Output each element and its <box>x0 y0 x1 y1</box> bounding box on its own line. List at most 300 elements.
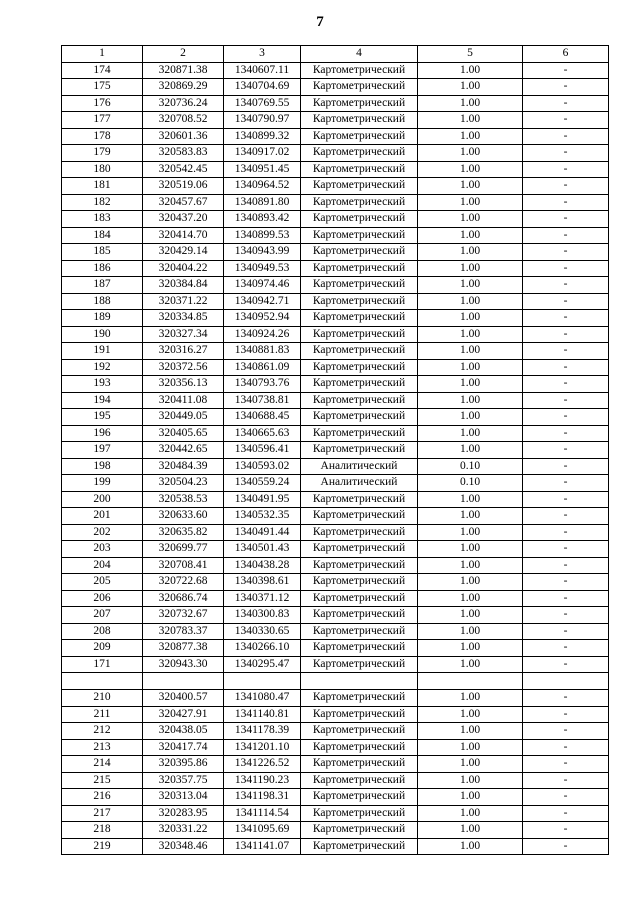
x-coordinate-cell: 320783.37 <box>143 623 224 640</box>
point-number-cell: 214 <box>62 756 143 773</box>
x-coordinate-cell: 320732.67 <box>143 607 224 624</box>
method-cell: Картометрический <box>301 838 418 855</box>
y-coordinate-cell: 1340398.61 <box>224 574 301 591</box>
method-cell: Картометрический <box>301 491 418 508</box>
point-number-cell: 196 <box>62 425 143 442</box>
x-coordinate-cell: 320871.38 <box>143 62 224 79</box>
column-header: 4 <box>301 46 418 63</box>
point-number-cell: 181 <box>62 178 143 195</box>
method-cell: Картометрический <box>301 95 418 112</box>
accuracy-cell: 1.00 <box>418 211 523 228</box>
point-number-cell: 218 <box>62 822 143 839</box>
point-number-cell: 187 <box>62 277 143 294</box>
point-number-cell: 191 <box>62 343 143 360</box>
note-cell: - <box>523 128 609 145</box>
y-coordinate-cell: 1340491.44 <box>224 524 301 541</box>
method-cell: Аналитический <box>301 458 418 475</box>
point-number-cell: 189 <box>62 310 143 327</box>
empty-cell <box>301 673 418 690</box>
accuracy-cell: 1.00 <box>418 739 523 756</box>
method-cell: Картометрический <box>301 723 418 740</box>
column-header: 3 <box>224 46 301 63</box>
table-row <box>62 112 609 129</box>
point-number-cell: 186 <box>62 260 143 277</box>
x-coordinate-cell: 320633.60 <box>143 508 224 525</box>
x-coordinate-cell: 320372.56 <box>143 359 224 376</box>
table-body-part-2 <box>62 690 609 855</box>
x-coordinate-cell: 320943.30 <box>143 656 224 673</box>
table-header-row <box>62 46 609 63</box>
point-number-cell: 210 <box>62 690 143 707</box>
coordinates-table-container <box>61 45 608 855</box>
note-cell: - <box>523 145 609 162</box>
table-row <box>62 194 609 211</box>
y-coordinate-cell: 1341178.39 <box>224 723 301 740</box>
note-cell: - <box>523 805 609 822</box>
note-cell: - <box>523 491 609 508</box>
note-cell: - <box>523 310 609 327</box>
column-header: 2 <box>143 46 224 63</box>
table-row <box>62 211 609 228</box>
x-coordinate-cell: 320708.52 <box>143 112 224 129</box>
y-coordinate-cell: 1340593.02 <box>224 458 301 475</box>
y-coordinate-cell: 1340559.24 <box>224 475 301 492</box>
point-number-cell: 206 <box>62 590 143 607</box>
accuracy-cell: 1.00 <box>418 409 523 426</box>
note-cell: - <box>523 756 609 773</box>
y-coordinate-cell: 1340665.63 <box>224 425 301 442</box>
column-header: 1 <box>62 46 143 63</box>
y-coordinate-cell: 1340438.28 <box>224 557 301 574</box>
table-row <box>62 244 609 261</box>
x-coordinate-cell: 320583.83 <box>143 145 224 162</box>
note-cell: - <box>523 194 609 211</box>
x-coordinate-cell: 320404.22 <box>143 260 224 277</box>
column-header: 6 <box>523 46 609 63</box>
accuracy-cell: 0.10 <box>418 458 523 475</box>
point-number-cell: 201 <box>62 508 143 525</box>
point-number-cell: 205 <box>62 574 143 591</box>
y-coordinate-cell: 1340769.55 <box>224 95 301 112</box>
y-coordinate-cell: 1340881.83 <box>224 343 301 360</box>
x-coordinate-cell: 320427.91 <box>143 706 224 723</box>
x-coordinate-cell: 320395.86 <box>143 756 224 773</box>
point-number-cell: 188 <box>62 293 143 310</box>
y-coordinate-cell: 1340964.52 <box>224 178 301 195</box>
method-cell: Картометрический <box>301 590 418 607</box>
method-cell: Картометрический <box>301 145 418 162</box>
table-row <box>62 574 609 591</box>
method-cell: Картометрический <box>301 739 418 756</box>
accuracy-cell: 0.10 <box>418 475 523 492</box>
y-coordinate-cell: 1340891.80 <box>224 194 301 211</box>
table-row <box>62 590 609 607</box>
note-cell: - <box>523 442 609 459</box>
method-cell: Картометрический <box>301 376 418 393</box>
table-row <box>62 524 609 541</box>
table-row <box>62 442 609 459</box>
y-coordinate-cell: 1340899.32 <box>224 128 301 145</box>
table-row <box>62 772 609 789</box>
y-coordinate-cell: 1340532.35 <box>224 508 301 525</box>
note-cell: - <box>523 541 609 558</box>
table-row <box>62 310 609 327</box>
empty-cell <box>62 673 143 690</box>
table-row <box>62 409 609 426</box>
table-row <box>62 277 609 294</box>
point-number-cell: 194 <box>62 392 143 409</box>
note-cell: - <box>523 723 609 740</box>
table-row <box>62 458 609 475</box>
y-coordinate-cell: 1340893.42 <box>224 211 301 228</box>
table-row <box>62 178 609 195</box>
x-coordinate-cell: 320283.95 <box>143 805 224 822</box>
method-cell: Картометрический <box>301 656 418 673</box>
point-number-cell: 171 <box>62 656 143 673</box>
y-coordinate-cell: 1341080.47 <box>224 690 301 707</box>
y-coordinate-cell: 1340501.43 <box>224 541 301 558</box>
method-cell: Картометрический <box>301 756 418 773</box>
y-coordinate-cell: 1340295.47 <box>224 656 301 673</box>
accuracy-cell: 1.00 <box>418 161 523 178</box>
table-row <box>62 79 609 96</box>
note-cell: - <box>523 95 609 112</box>
point-number-cell: 219 <box>62 838 143 855</box>
x-coordinate-cell: 320405.65 <box>143 425 224 442</box>
table-row <box>62 376 609 393</box>
table-row <box>62 557 609 574</box>
coordinates-table <box>61 45 609 855</box>
method-cell: Картометрический <box>301 541 418 558</box>
method-cell: Картометрический <box>301 557 418 574</box>
point-number-cell: 178 <box>62 128 143 145</box>
note-cell: - <box>523 62 609 79</box>
y-coordinate-cell: 1340942.71 <box>224 293 301 310</box>
accuracy-cell: 1.00 <box>418 112 523 129</box>
accuracy-cell: 1.00 <box>418 723 523 740</box>
note-cell: - <box>523 112 609 129</box>
y-coordinate-cell: 1340974.46 <box>224 277 301 294</box>
point-number-cell: 200 <box>62 491 143 508</box>
table-row <box>62 392 609 409</box>
accuracy-cell: 1.00 <box>418 607 523 624</box>
accuracy-cell: 1.00 <box>418 359 523 376</box>
x-coordinate-cell: 320316.27 <box>143 343 224 360</box>
note-cell: - <box>523 227 609 244</box>
note-cell: - <box>523 772 609 789</box>
accuracy-cell: 1.00 <box>418 392 523 409</box>
table-row <box>62 293 609 310</box>
accuracy-cell: 1.00 <box>418 227 523 244</box>
x-coordinate-cell: 320438.05 <box>143 723 224 740</box>
method-cell: Картометрический <box>301 607 418 624</box>
point-number-cell: 190 <box>62 326 143 343</box>
accuracy-cell: 1.00 <box>418 178 523 195</box>
point-number-cell: 176 <box>62 95 143 112</box>
x-coordinate-cell: 320411.08 <box>143 392 224 409</box>
x-coordinate-cell: 320686.74 <box>143 590 224 607</box>
accuracy-cell: 1.00 <box>418 772 523 789</box>
note-cell: - <box>523 822 609 839</box>
x-coordinate-cell: 320538.53 <box>143 491 224 508</box>
x-coordinate-cell: 320417.74 <box>143 739 224 756</box>
x-coordinate-cell: 320414.70 <box>143 227 224 244</box>
x-coordinate-cell: 320442.65 <box>143 442 224 459</box>
table-separator <box>62 673 609 690</box>
y-coordinate-cell: 1340949.53 <box>224 260 301 277</box>
note-cell: - <box>523 623 609 640</box>
x-coordinate-cell: 320519.06 <box>143 178 224 195</box>
point-number-cell: 217 <box>62 805 143 822</box>
method-cell: Картометрический <box>301 194 418 211</box>
point-number-cell: 197 <box>62 442 143 459</box>
y-coordinate-cell: 1340607.11 <box>224 62 301 79</box>
x-coordinate-cell: 320484.39 <box>143 458 224 475</box>
method-cell: Картометрический <box>301 409 418 426</box>
y-coordinate-cell: 1341095.69 <box>224 822 301 839</box>
table-row <box>62 739 609 756</box>
note-cell: - <box>523 326 609 343</box>
note-cell: - <box>523 607 609 624</box>
method-cell: Картометрический <box>301 706 418 723</box>
table-row <box>62 838 609 855</box>
accuracy-cell: 1.00 <box>418 376 523 393</box>
accuracy-cell: 1.00 <box>418 656 523 673</box>
point-number-cell: 199 <box>62 475 143 492</box>
note-cell: - <box>523 590 609 607</box>
accuracy-cell: 1.00 <box>418 590 523 607</box>
point-number-cell: 216 <box>62 789 143 806</box>
y-coordinate-cell: 1341141.07 <box>224 838 301 855</box>
empty-cell <box>523 673 609 690</box>
y-coordinate-cell: 1340738.81 <box>224 392 301 409</box>
x-coordinate-cell: 320371.22 <box>143 293 224 310</box>
method-cell: Картометрический <box>301 211 418 228</box>
method-cell: Картометрический <box>301 128 418 145</box>
y-coordinate-cell: 1341226.52 <box>224 756 301 773</box>
note-cell: - <box>523 79 609 96</box>
point-number-cell: 208 <box>62 623 143 640</box>
accuracy-cell: 1.00 <box>418 62 523 79</box>
table-row <box>62 95 609 112</box>
point-number-cell: 175 <box>62 79 143 96</box>
table-row <box>62 343 609 360</box>
note-cell: - <box>523 690 609 707</box>
y-coordinate-cell: 1341190.23 <box>224 772 301 789</box>
method-cell: Картометрический <box>301 79 418 96</box>
point-number-cell: 213 <box>62 739 143 756</box>
table-row <box>62 326 609 343</box>
x-coordinate-cell: 320708.41 <box>143 557 224 574</box>
y-coordinate-cell: 1340491.95 <box>224 491 301 508</box>
method-cell: Картометрический <box>301 260 418 277</box>
accuracy-cell: 1.00 <box>418 442 523 459</box>
method-cell: Картометрический <box>301 574 418 591</box>
note-cell: - <box>523 838 609 855</box>
accuracy-cell: 1.00 <box>418 524 523 541</box>
empty-cell <box>224 673 301 690</box>
note-cell: - <box>523 458 609 475</box>
note-cell: - <box>523 343 609 360</box>
y-coordinate-cell: 1340300.83 <box>224 607 301 624</box>
table-row <box>62 690 609 707</box>
method-cell: Картометрический <box>301 805 418 822</box>
method-cell: Картометрический <box>301 161 418 178</box>
point-number-cell: 180 <box>62 161 143 178</box>
y-coordinate-cell: 1340266.10 <box>224 640 301 657</box>
point-number-cell: 174 <box>62 62 143 79</box>
table-row <box>62 789 609 806</box>
method-cell: Картометрический <box>301 310 418 327</box>
accuracy-cell: 1.00 <box>418 690 523 707</box>
method-cell: Картометрический <box>301 359 418 376</box>
method-cell: Аналитический <box>301 475 418 492</box>
method-cell: Картометрический <box>301 623 418 640</box>
y-coordinate-cell: 1341201.10 <box>224 739 301 756</box>
table-row <box>62 161 609 178</box>
table-row <box>62 822 609 839</box>
x-coordinate-cell: 320504.23 <box>143 475 224 492</box>
note-cell: - <box>523 574 609 591</box>
accuracy-cell: 1.00 <box>418 508 523 525</box>
x-coordinate-cell: 320437.20 <box>143 211 224 228</box>
y-coordinate-cell: 1340943.99 <box>224 244 301 261</box>
x-coordinate-cell: 320400.57 <box>143 690 224 707</box>
method-cell: Картометрический <box>301 178 418 195</box>
note-cell: - <box>523 425 609 442</box>
x-coordinate-cell: 320736.24 <box>143 95 224 112</box>
separator-row <box>62 673 609 690</box>
accuracy-cell: 1.00 <box>418 310 523 327</box>
table-row <box>62 62 609 79</box>
note-cell: - <box>523 656 609 673</box>
note-cell: - <box>523 557 609 574</box>
y-coordinate-cell: 1340790.97 <box>224 112 301 129</box>
accuracy-cell: 1.00 <box>418 640 523 657</box>
table-row <box>62 756 609 773</box>
method-cell: Картометрический <box>301 425 418 442</box>
column-header: 5 <box>418 46 523 63</box>
accuracy-cell: 1.00 <box>418 326 523 343</box>
x-coordinate-cell: 320429.14 <box>143 244 224 261</box>
point-number-cell: 203 <box>62 541 143 558</box>
x-coordinate-cell: 320348.46 <box>143 838 224 855</box>
x-coordinate-cell: 320384.84 <box>143 277 224 294</box>
table-row <box>62 359 609 376</box>
point-number-cell: 209 <box>62 640 143 657</box>
note-cell: - <box>523 739 609 756</box>
y-coordinate-cell: 1340899.53 <box>224 227 301 244</box>
method-cell: Картометрический <box>301 640 418 657</box>
method-cell: Картометрический <box>301 62 418 79</box>
accuracy-cell: 1.00 <box>418 145 523 162</box>
note-cell: - <box>523 178 609 195</box>
y-coordinate-cell: 1341198.31 <box>224 789 301 806</box>
y-coordinate-cell: 1340793.76 <box>224 376 301 393</box>
y-coordinate-cell: 1340688.45 <box>224 409 301 426</box>
accuracy-cell: 1.00 <box>418 128 523 145</box>
accuracy-cell: 1.00 <box>418 244 523 261</box>
accuracy-cell: 1.00 <box>418 822 523 839</box>
point-number-cell: 211 <box>62 706 143 723</box>
note-cell: - <box>523 359 609 376</box>
x-coordinate-cell: 320327.34 <box>143 326 224 343</box>
x-coordinate-cell: 320334.85 <box>143 310 224 327</box>
point-number-cell: 193 <box>62 376 143 393</box>
point-number-cell: 179 <box>62 145 143 162</box>
point-number-cell: 202 <box>62 524 143 541</box>
table-row <box>62 508 609 525</box>
y-coordinate-cell: 1340596.41 <box>224 442 301 459</box>
method-cell: Картометрический <box>301 343 418 360</box>
x-coordinate-cell: 320313.04 <box>143 789 224 806</box>
method-cell: Картометрический <box>301 822 418 839</box>
table-row <box>62 706 609 723</box>
note-cell: - <box>523 293 609 310</box>
note-cell: - <box>523 376 609 393</box>
point-number-cell: 212 <box>62 723 143 740</box>
accuracy-cell: 1.00 <box>418 838 523 855</box>
method-cell: Картометрический <box>301 524 418 541</box>
note-cell: - <box>523 211 609 228</box>
y-coordinate-cell: 1341114.54 <box>224 805 301 822</box>
table-row <box>62 145 609 162</box>
table-row <box>62 541 609 558</box>
table-row <box>62 260 609 277</box>
accuracy-cell: 1.00 <box>418 95 523 112</box>
method-cell: Картометрический <box>301 690 418 707</box>
table-row <box>62 491 609 508</box>
table-row <box>62 425 609 442</box>
point-number-cell: 215 <box>62 772 143 789</box>
point-number-cell: 192 <box>62 359 143 376</box>
accuracy-cell: 1.00 <box>418 260 523 277</box>
method-cell: Картометрический <box>301 112 418 129</box>
table-row <box>62 656 609 673</box>
x-coordinate-cell: 320699.77 <box>143 541 224 558</box>
method-cell: Картометрический <box>301 392 418 409</box>
method-cell: Картометрический <box>301 244 418 261</box>
accuracy-cell: 1.00 <box>418 541 523 558</box>
y-coordinate-cell: 1341140.81 <box>224 706 301 723</box>
page-number: 7 <box>316 14 324 30</box>
accuracy-cell: 1.00 <box>418 623 523 640</box>
empty-cell <box>143 673 224 690</box>
y-coordinate-cell: 1340917.02 <box>224 145 301 162</box>
method-cell: Картометрический <box>301 789 418 806</box>
empty-cell <box>418 673 523 690</box>
x-coordinate-cell: 320601.36 <box>143 128 224 145</box>
point-number-cell: 182 <box>62 194 143 211</box>
x-coordinate-cell: 320542.45 <box>143 161 224 178</box>
y-coordinate-cell: 1340861.09 <box>224 359 301 376</box>
point-number-cell: 177 <box>62 112 143 129</box>
note-cell: - <box>523 244 609 261</box>
note-cell: - <box>523 508 609 525</box>
y-coordinate-cell: 1340371.12 <box>224 590 301 607</box>
accuracy-cell: 1.00 <box>418 706 523 723</box>
accuracy-cell: 1.00 <box>418 574 523 591</box>
point-number-cell: 184 <box>62 227 143 244</box>
point-number-cell: 207 <box>62 607 143 624</box>
x-coordinate-cell: 320877.38 <box>143 640 224 657</box>
y-coordinate-cell: 1340951.45 <box>224 161 301 178</box>
method-cell: Картометрический <box>301 772 418 789</box>
table-row <box>62 723 609 740</box>
table-row <box>62 640 609 657</box>
table-row <box>62 475 609 492</box>
y-coordinate-cell: 1340924.26 <box>224 326 301 343</box>
